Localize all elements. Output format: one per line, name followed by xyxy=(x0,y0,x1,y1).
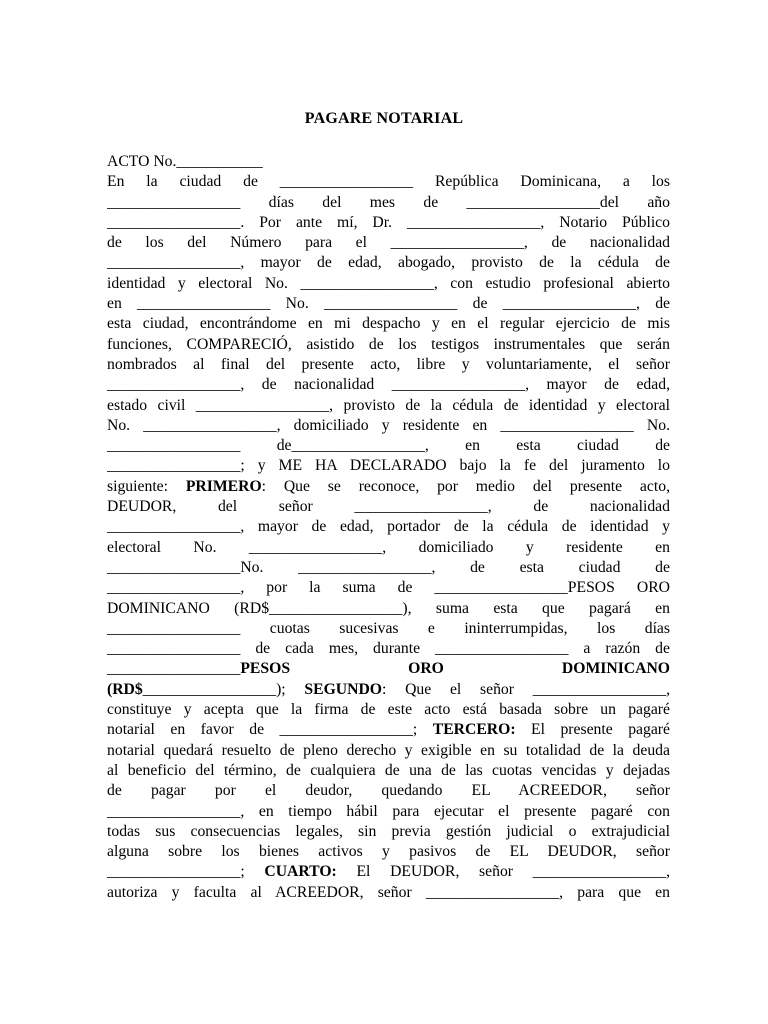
text-line xyxy=(107,233,670,253)
text-line xyxy=(107,396,670,416)
text-line xyxy=(107,822,670,842)
text-segment: _________________; xyxy=(107,863,265,881)
text-line xyxy=(107,152,670,172)
text-segment: al beneficio del término, de cualquiera de una de las cuotas vencidas y dejadas xyxy=(107,761,670,779)
text-segment: identidad y electoral No. _________________, con estudio profesional abierto xyxy=(107,274,670,292)
text-segment: _________________, por la suma de _________________PESOS ORO xyxy=(107,579,670,597)
text-segment: funciones, COMPARECIÓ, asistido de los testigos instrumentales que serán xyxy=(107,335,670,353)
text-segment: El DEUDOR, señor _________________, xyxy=(336,863,670,881)
text-line xyxy=(107,213,670,233)
text-segment: _________________, de nacionalidad _________________, mayor de edad, xyxy=(107,376,670,394)
text-segment: En la ciudad de _________________ República Dominicana, a los xyxy=(107,173,670,191)
text-line xyxy=(107,274,670,294)
text-line xyxy=(107,517,670,537)
text-line xyxy=(107,781,670,801)
text-segment: constituye y acepta que la firma de este acto está basada sobre un pagaré xyxy=(107,701,670,719)
text-segment: _________________ cuotas sucesivas e ininterrumpidas, los días xyxy=(107,619,670,637)
text-line xyxy=(107,659,670,679)
text-line xyxy=(107,335,670,355)
text-segment: El presente pagaré xyxy=(515,721,670,739)
text-line xyxy=(107,172,670,192)
text-segment: _________________, en tiempo hábil para ejecutar el presente pagaré con xyxy=(107,802,670,820)
bold-text-segment: CUARTO: xyxy=(264,863,337,881)
text-segment: _________________ xyxy=(107,660,241,678)
text-line xyxy=(107,355,670,375)
text-segment: siguiente: xyxy=(107,477,186,495)
text-line xyxy=(107,619,670,639)
text-segment: de pagar por el deudor, quedando EL ACREEDOR, señor xyxy=(107,782,670,800)
text-segment: DOMINICANO (RD$_________________), suma esta que pagará en xyxy=(107,599,670,617)
text-segment: : Que se reconoce, por medio del presente acto, xyxy=(261,477,670,495)
text-segment: electoral No. _________________, domiciliado y residente en xyxy=(107,538,670,556)
text-segment: : Que el señor _________________, xyxy=(382,680,670,698)
text-line xyxy=(107,639,670,659)
bold-text-segment: PESOS ORO DOMINICANO xyxy=(240,660,670,678)
text-segment: ACTO No.___________ xyxy=(107,153,263,170)
text-segment: estado civil _________________, provisto de la cédula de identidad y electoral xyxy=(107,396,670,414)
text-segment: autoriza y faculta al ACREEDOR, señor _________________, para que en xyxy=(107,883,670,901)
text-line xyxy=(107,842,670,862)
text-line xyxy=(107,314,670,334)
text-line xyxy=(107,578,670,598)
text-line xyxy=(107,741,670,761)
text-line xyxy=(107,720,670,740)
text-segment: notarial quedará resuelto de pleno derecho y exigible en su totalidad de la deuda xyxy=(107,741,670,759)
text-line xyxy=(107,253,670,273)
text-line xyxy=(107,538,670,558)
text-segment: _________________ de_________________, en esta ciudad de xyxy=(107,437,670,455)
bold-text-segment: PRIMERO xyxy=(185,477,262,495)
text-segment: _________________); xyxy=(142,680,305,698)
text-segment: _________________ de cada mes, durante _________________ a razón de xyxy=(107,640,670,658)
text-line xyxy=(107,680,670,700)
text-segment: _________________No. _________________, de esta ciudad de xyxy=(107,558,670,576)
page-title: PAGARE NOTARIAL xyxy=(304,110,464,127)
bold-text-segment: TERCERO: xyxy=(432,721,516,739)
text-line xyxy=(107,802,670,822)
text-segment: _________________ días del mes de _________________del año xyxy=(107,193,670,211)
text-segment: alguna sobre los bienes activos y pasivos de EL DEUDOR, señor xyxy=(107,843,670,861)
bold-text-segment: (RD$ xyxy=(107,680,143,698)
text-segment: esta ciudad, encontrándome en mi despacho y en el regular ejercicio de mis xyxy=(107,315,670,333)
text-segment: _________________, mayor de edad, portador de la cédula de identidad y xyxy=(107,518,670,536)
text-segment: notarial en favor de _________________; xyxy=(107,721,433,739)
text-line xyxy=(107,456,670,476)
text-segment: de los del Número para el _________________, de nacionalidad xyxy=(107,234,670,252)
text-line xyxy=(107,477,670,497)
text-line xyxy=(107,294,670,314)
text-line xyxy=(107,416,670,436)
text-line xyxy=(107,883,670,903)
text-line xyxy=(107,436,670,456)
document-body xyxy=(107,152,670,903)
text-segment: DEUDOR, del señor _________________, de nacionalidad xyxy=(107,498,670,516)
bold-text-segment: SEGUNDO xyxy=(304,680,382,698)
text-line xyxy=(107,497,670,517)
text-segment: _________________, mayor de edad, abogado, provisto de la cédula de xyxy=(107,254,670,272)
text-line xyxy=(107,599,670,619)
text-line xyxy=(107,700,670,720)
text-line xyxy=(107,862,670,882)
text-segment: _________________; y ME HA DECLARADO bajo la fe del juramento lo xyxy=(107,457,670,475)
text-segment: en _________________ No. _________________ de _________________, de xyxy=(107,295,670,313)
text-line xyxy=(107,761,670,781)
text-segment: No. _________________, domiciliado y residente en _________________ No. xyxy=(107,416,670,434)
text-segment: nombrados al final del presente acto, libre y voluntariamente, el señor xyxy=(107,355,670,373)
text-segment: _________________. Por ante mí, Dr. _________________, Notario Público xyxy=(107,213,670,231)
text-line xyxy=(107,193,670,213)
text-line xyxy=(107,558,670,578)
text-segment: todas sus consecuencias legales, sin previa gestión judicial o extrajudicial xyxy=(107,822,670,840)
text-line xyxy=(107,375,670,395)
